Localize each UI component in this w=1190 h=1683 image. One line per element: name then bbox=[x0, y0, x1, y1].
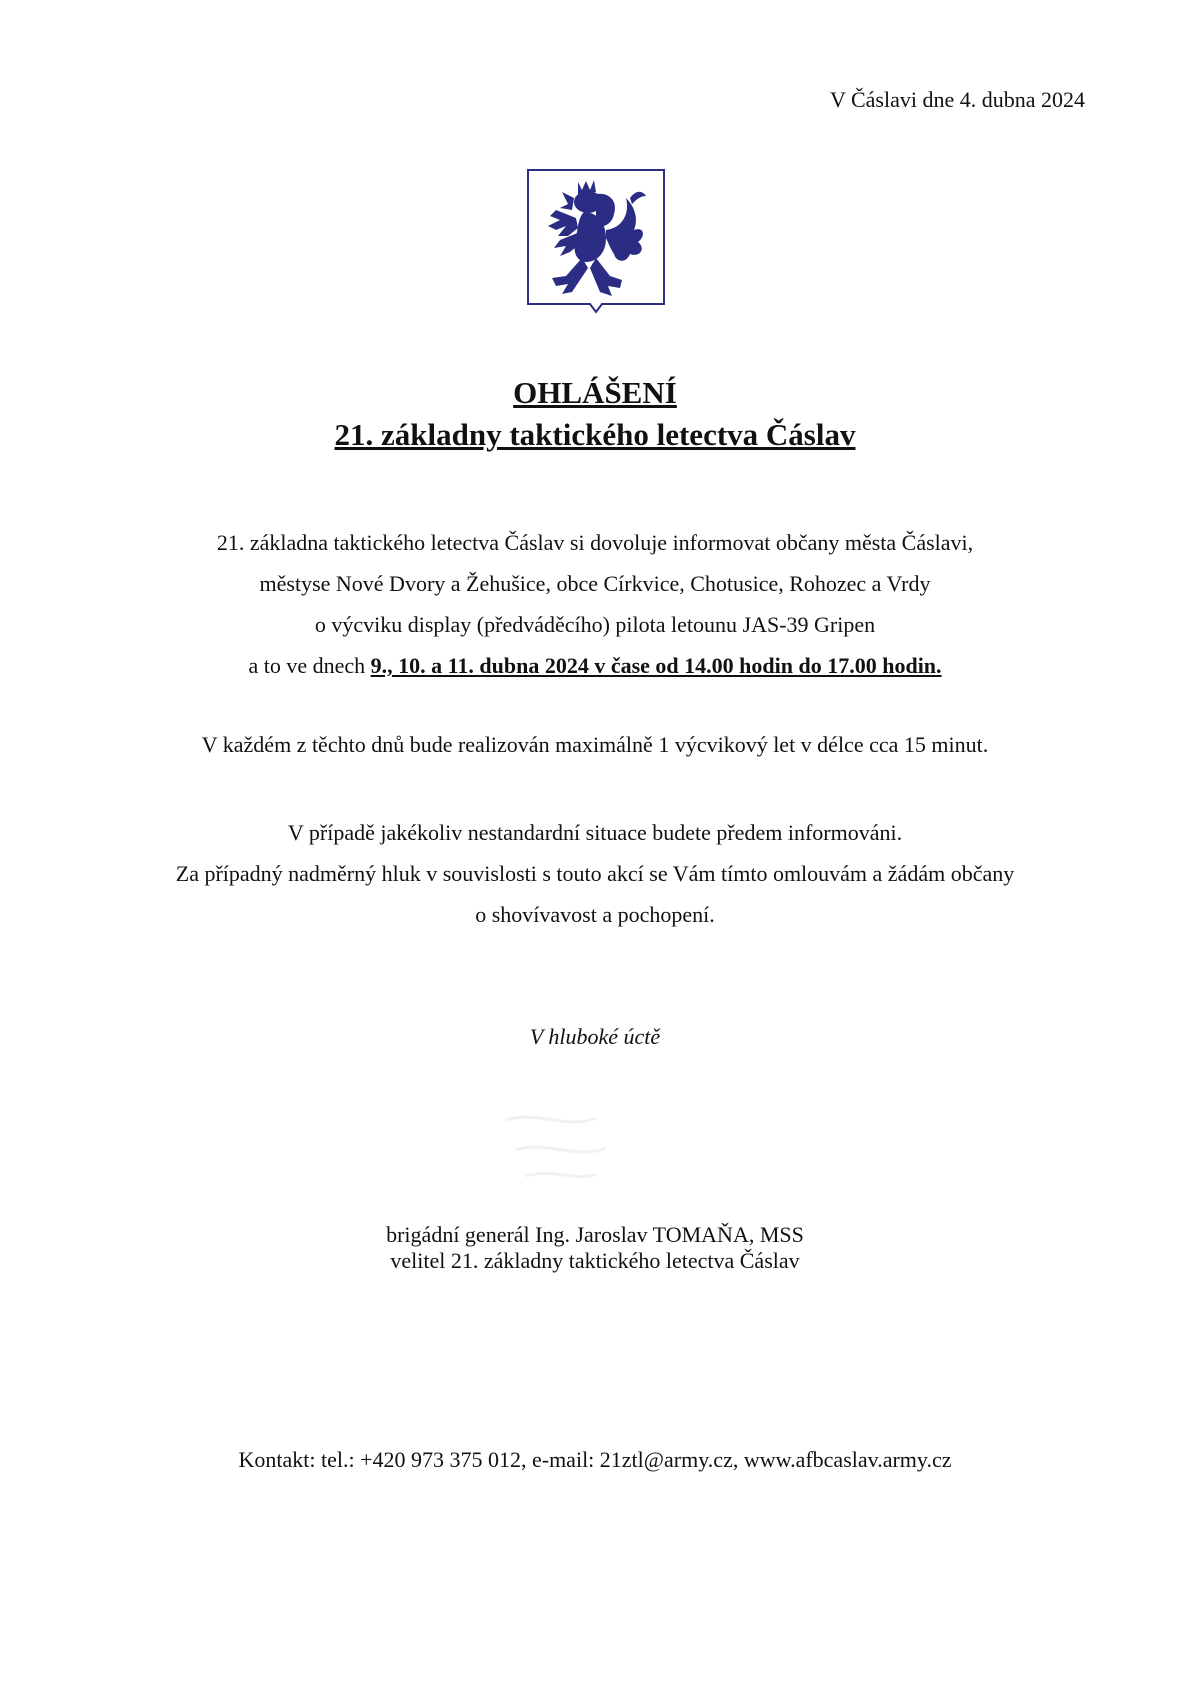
dates-emphasis: 9., 10. a 11. dubna 2024 v čase od 14.00 hodin do 17.00 hodin. bbox=[370, 653, 942, 678]
body-line-dates bbox=[0, 645, 1190, 686]
dates-prefix: a to ve dnech bbox=[248, 653, 371, 678]
notice-line: V případě jakékoliv nestandardní situace budete předem informováni. bbox=[287, 820, 903, 845]
body-line: městyse Nové Dvory a Žehušice, obce Církvice, Chotusice, Rohozec a Vrdy bbox=[259, 571, 931, 596]
announcement-title bbox=[0, 372, 1190, 456]
notice-line: Za případný nadměrný hluk v souvislosti s touto akcí se Vám tímto omlouvám a žádám občany bbox=[175, 861, 1015, 886]
notice-paragraph bbox=[0, 812, 1190, 935]
signatory-name: brigádní generál Ing. Jaroslav TOMAŇA, MSS bbox=[386, 1222, 804, 1247]
title-subheading: 21. základny taktického letectva Čáslav bbox=[334, 417, 856, 452]
flight-info-paragraph: V každém z těchto dnů bude realizován maximálně 1 výcvikový let v délce cca 15 minut. bbox=[201, 732, 989, 757]
lion-coat-of-arms-icon bbox=[526, 168, 666, 316]
announcement-body bbox=[0, 522, 1190, 686]
signature-stamp-icon bbox=[486, 1090, 626, 1200]
signatory-title: velitel 21. základny taktického letectva Čáslav bbox=[390, 1248, 800, 1273]
signature-block bbox=[0, 1222, 1190, 1274]
contact-footer: Kontakt: tel.: +420 973 375 012, e-mail: 21ztl@army.cz, www.afbcaslav.army.cz bbox=[238, 1447, 952, 1472]
body-line: o výcviku display (předváděcího) pilota letounu JAS-39 Gripen bbox=[314, 612, 876, 637]
closing-greeting: V hluboké úctě bbox=[529, 1024, 661, 1049]
notice-line: o shovívavost a pochopení. bbox=[475, 902, 715, 927]
body-line: 21. základna taktického letectva Čáslav si dovoluje informovat občany města Čáslavi, bbox=[216, 530, 974, 555]
document-date: V Čáslavi dne 4. dubna 2024 bbox=[829, 87, 1085, 112]
title-heading: OHLÁŠENÍ bbox=[513, 375, 677, 410]
